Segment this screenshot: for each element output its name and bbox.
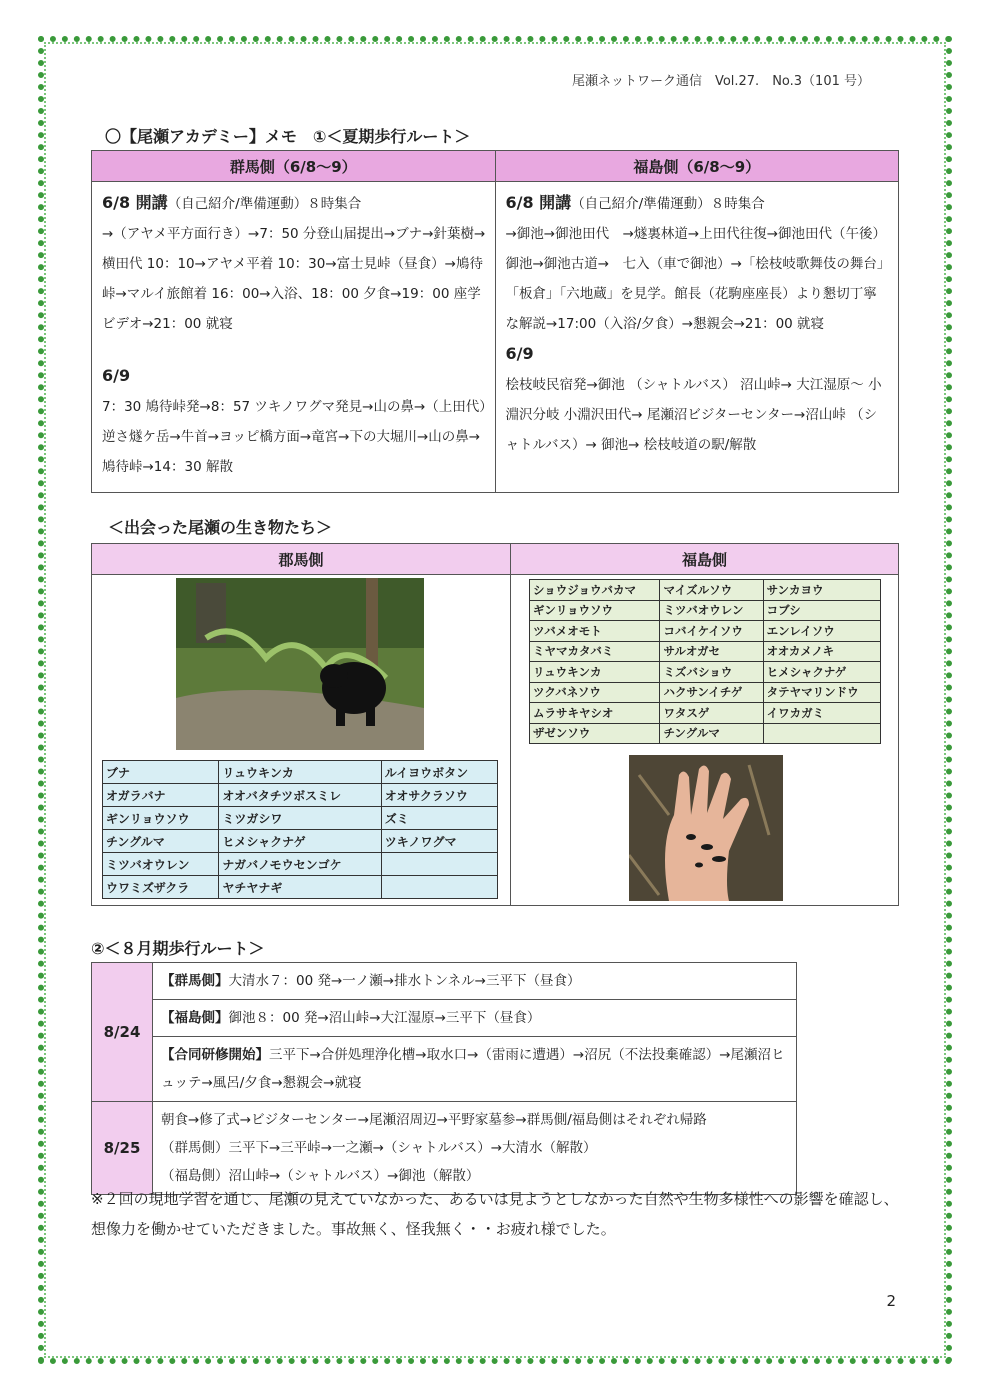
species-cell: ムラサキヤシオ [530, 703, 660, 724]
species-cell: ミツバオウレン [660, 600, 763, 621]
species-row [530, 621, 881, 642]
gunma-day1-text: →（アヤメ平方面行き）→7：50 分登山届提出→ブナ→針葉樹→横田代 10：10→アヤメ平着 10：30→富士見峠（昼食）→鳩待峠→マルイ旅館着 16：00→入浴、18：00 夕食→19：00 座学ビデオ→21：00 就寝 [102, 226, 486, 332]
summer-route-table [91, 150, 899, 493]
species-cell: ナガバノモウセンゴケ [219, 853, 381, 876]
species-row [530, 682, 881, 703]
gunma-day2-label: 6/9 [102, 366, 131, 385]
species-cell: マイズルソウ [660, 580, 763, 601]
species-cell: コブシ [763, 600, 880, 621]
species-row [103, 830, 498, 853]
species-cell: サルオガセ [660, 641, 763, 662]
species-cell: リュウキンカ [219, 761, 381, 784]
aug-day2-text: 朝食→修了式→ビジターセンター→尾瀬沼周辺→平野家墓参→群馬側/福島側はそれぞれ帰路 （群馬側）三平下→三平峠→一之瀬→（シャトルバス）→大清水（解散） （福島側）沼山峠→（シャトルバス）→御池（解散） [153, 1102, 797, 1195]
gunma-day2-text: 7：30 鳩待峠発→8：57 ツキノワグマ発見→山の鼻→（上田代）逆さ燧ケ岳→牛首→ヨッピ橋方面→竜宮→下の大堀川→山の鼻→鳩待峠→14：30 解散 [102, 399, 487, 475]
species-cell: ハクサンイチゲ [660, 682, 763, 703]
species-cell: ミヤマカタバミ [530, 641, 660, 662]
species-row [530, 641, 881, 662]
gunma-species-table [102, 760, 498, 899]
species-cell: オオサクラソウ [381, 784, 497, 807]
species-cell: オガラバナ [103, 784, 219, 807]
species-row [530, 703, 881, 724]
species-row [530, 723, 881, 744]
page-number: 2 [886, 1292, 896, 1310]
wildlife-table [91, 543, 899, 906]
gunma-heading: 群馬側（6/8～9） [92, 151, 496, 182]
species-cell: ワタスゲ [660, 703, 763, 724]
species-cell: ルイヨウボタン [381, 761, 497, 784]
species-row [530, 662, 881, 683]
gunma-day1-label: 6/8 開講 [102, 193, 168, 212]
species-row [103, 853, 498, 876]
species-cell: ヤチヤナギ [219, 876, 381, 899]
species-cell: ズミ [381, 807, 497, 830]
species-cell: ギンリョウソウ [103, 807, 219, 830]
species-cell: ミツガシワ [219, 807, 381, 830]
aug-date-1: 8/24 [92, 963, 153, 1102]
species-cell: ショウジョウバカマ [530, 580, 660, 601]
section2-title: ＜出会った尾瀬の生き物たち＞ [108, 518, 333, 537]
species-cell: ウワミズザクラ [103, 876, 219, 899]
aug-row-gunma: 【群馬側】大清水７：00 発→一ノ瀬→排水トンネル→三平下（昼食） [153, 963, 797, 1000]
aug-row-fukushima: 【福島側】御池８：00 発→沼山峠→大江湿原→三平下（昼食） [153, 1000, 797, 1037]
gunma-route-cell [92, 182, 496, 493]
species-cell: チングルマ [103, 830, 219, 853]
aug-row-joint: 【合同研修開始】三平下→合併処理浄化槽→取水口→（雷雨に遭遇）→沼尻（不法投棄確認）→尾瀬沼ヒュッテ→風呂/夕食→懇親会→就寝 [153, 1037, 797, 1102]
species-row [530, 580, 881, 601]
species-cell: ザゼンソウ [530, 723, 660, 744]
species-cell: ツクバネソウ [530, 682, 660, 703]
species-cell: サンカヨウ [763, 580, 880, 601]
leech-hand-photo [629, 755, 783, 901]
species-cell: ミズバショウ [660, 662, 763, 683]
species-cell: エンレイソウ [763, 621, 880, 642]
august-route-table [91, 962, 797, 1195]
species-cell: タテヤマリンドウ [763, 682, 880, 703]
section3-title: ②＜８月期歩行ルート＞ [91, 939, 265, 958]
bio-left-heading: 郡馬側 [92, 544, 511, 575]
fukushima-heading: 福島側（6/8～9） [495, 151, 899, 182]
species-cell: ブナ [103, 761, 219, 784]
fukushima-day1-label: 6/8 開講 [505, 193, 572, 212]
species-row [530, 600, 881, 621]
species-row [103, 761, 498, 784]
species-cell: オオバタチツボスミレ [219, 784, 381, 807]
bio-right-cell [511, 575, 899, 906]
species-cell: ミツバオウレン [103, 853, 219, 876]
species-cell [381, 853, 497, 876]
aug-date-2: 8/25 [92, 1102, 153, 1195]
species-cell [763, 723, 880, 744]
fukushima-species-table [529, 579, 881, 744]
species-cell: ギンリョウソウ [530, 600, 660, 621]
species-cell: ヒメシャクナゲ [219, 830, 381, 853]
species-cell: コバイケイソウ [660, 621, 763, 642]
fukushima-route-cell [495, 182, 899, 493]
bear-photo [176, 578, 424, 750]
species-row [103, 876, 498, 899]
fukushima-day2-text: 桧枝岐民宿発→御池 （シャトルバス） 沼山峠→ 大江湿原～ 小淵沢分岐 小淵沢田代→ 尾瀬沼ビジターセンター→沼山峠 （シャトルバス）→ 御池→ 桧枝岐道の駅/解散 [505, 377, 882, 453]
species-cell: チングルマ [660, 723, 763, 744]
species-cell: オオカメノキ [763, 641, 880, 662]
species-cell: イワカガミ [763, 703, 880, 724]
fukushima-day1-text: →御池→御池田代 →燧裏林道→上田代往復→御池田代（午後） 御池→御池古道→ 七入（車で御池）→「桧枝岐歌舞伎の舞台」「板倉」「六地蔵」を見学。館長（花駒座座長）より懇切丁寧な解説→17:00（入浴/夕食）→懇親会→21：00 就寝 [505, 226, 893, 332]
species-cell: リュウキンカ [530, 662, 660, 683]
closing-note: ※２回の現地学習を通じ、尾瀬の見えていなかった、あるいは見ようとしなかった自然や生物多様性への影響を確認し、想像力を働かせていただきました。事故無く、怪我無く・・お疲れ様でした。 [91, 1190, 899, 1238]
species-row [103, 807, 498, 830]
bio-right-heading: 福島側 [511, 544, 899, 575]
section1-title: 〇【尾瀬アカデミー】メモ ①＜夏期歩行ルート＞ [105, 127, 471, 146]
species-cell: ヒメシャクナゲ [763, 662, 880, 683]
species-cell: ツバメオモト [530, 621, 660, 642]
fukushima-day2-label: 6/9 [505, 344, 534, 363]
species-row [103, 784, 498, 807]
gunma-day1-lead: （自己紹介/準備運動）８時集合 [167, 196, 362, 212]
fukushima-day1-lead: （自己紹介/準備運動）８時集合 [571, 196, 765, 212]
species-cell [381, 876, 497, 899]
bio-left-cell [92, 575, 511, 906]
species-cell: ツキノワグマ [381, 830, 497, 853]
newsletter-header: 尾瀬ネットワーク通信 Vol.27. No.3（101 号） [571, 74, 870, 89]
